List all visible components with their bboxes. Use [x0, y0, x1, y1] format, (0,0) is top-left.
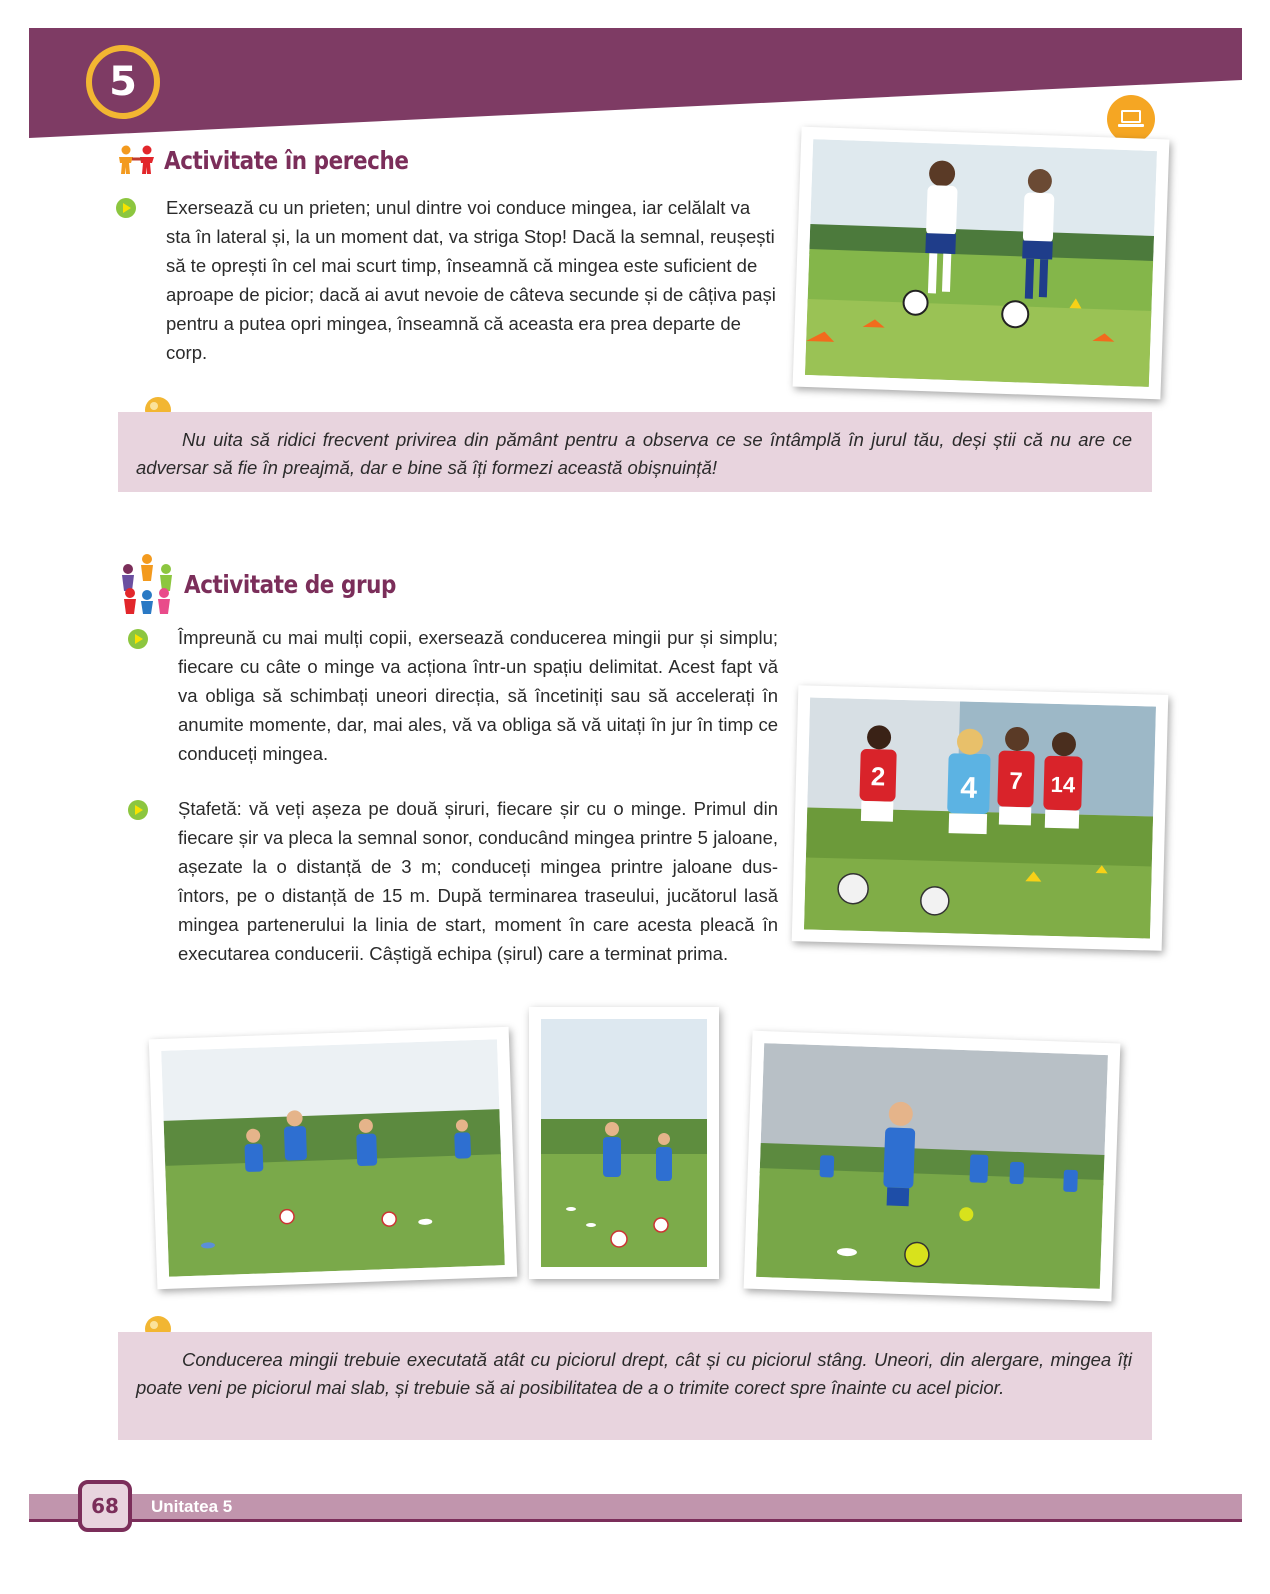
- jersey-number: 2: [870, 761, 886, 792]
- footer-unit-label: Unitatea 5: [151, 1497, 233, 1516]
- photo-blue-team-right: [744, 1031, 1121, 1302]
- group-activity-title: Activitate de grup: [184, 569, 396, 599]
- group-activity-heading: [116, 553, 430, 615]
- bullet-icon: [128, 629, 148, 649]
- bullet-icon: [128, 800, 148, 820]
- laptop-icon[interactable]: [1107, 95, 1155, 143]
- pair-people-icon: [116, 145, 158, 175]
- photo-blue-team-middle: [529, 1007, 719, 1279]
- pair-activity-text: Exersează cu un prieten; unul dintre voi conduce mingea, iar celălalt va sta în lateral și, la un moment dat, va striga Stop! Dacă la semnal, reușești să te oprești în cel mai scurt timp, înseamnă că mingea este suficient de aproape de picior; dacă ai avut nevoie de câteva secunde și de câțiva pași pentru a putea opri mingea, înseamnă că aceasta era prea departe de corp.: [166, 197, 776, 363]
- group-item-free-dribble: Împreună cu mai mulți copii, exersează conducerea mingii pur și simplu; fiecare cu câte o minge va acționa într-un spațiu delimitat. Acest fapt vă va obliga să schimbați uneori direcția, să încetiniți sau să accelerați în anumite momente, dar, mai ales, vă va obliga să vă uitați în jur în timp ce conduceți mingea.: [178, 627, 778, 764]
- photo-blue-team-left: [149, 1027, 518, 1289]
- bullet-icon: [116, 198, 136, 218]
- jersey-number: 14: [1050, 771, 1076, 798]
- group-people-icon: [116, 553, 178, 615]
- page-number: 68: [78, 1480, 132, 1532]
- unit-number-badge: 5: [86, 45, 160, 119]
- pair-activity-heading: [116, 145, 448, 175]
- note-look-up: Nu uita să ridici frecvent privirea din pământ pentru a observa ce se întâmplă în jurul tău, deși știi că nu are ce adversar să fie în preajmă, dar e bine să îți formezi această obișnuință!: [118, 412, 1152, 492]
- pair-activity-title: Activitate în pereche: [164, 145, 409, 175]
- photo-girls-dribbling: [793, 127, 1170, 400]
- jersey-number: 7: [1008, 767, 1024, 796]
- note-both-feet: Conducerea mingii trebuie executată atât cu piciorul drept, cât și cu piciorul stâng. Uneori, din alergare, mingea îți poate veni pe piciorul mai slab, și trebuie să ai posibilitatea de a o trimite corect spre înainte cu acel picior.: [118, 1332, 1152, 1440]
- jersey-number: 4: [960, 771, 978, 805]
- header-band: [29, 28, 1242, 138]
- group-item-relay: Ștafetă: vă veți așeza pe două șiruri, fiecare șir cu o minge. Primul din fiecare șir va pleca la semnal sonor, conducând mingea printre 5 jaloane, așezate la o distanță de 3 m; conduceți mingea printre jaloane dus-întors, pe o distanță de 15 m. După terminarea traseului, jucătorul lasă mingea partenerului la linia de start, moment în care acesta pleacă în executarea conducerii. Câștigă echipa (șirul) care a terminat prima.: [178, 798, 778, 964]
- photo-red-team: [792, 685, 1169, 951]
